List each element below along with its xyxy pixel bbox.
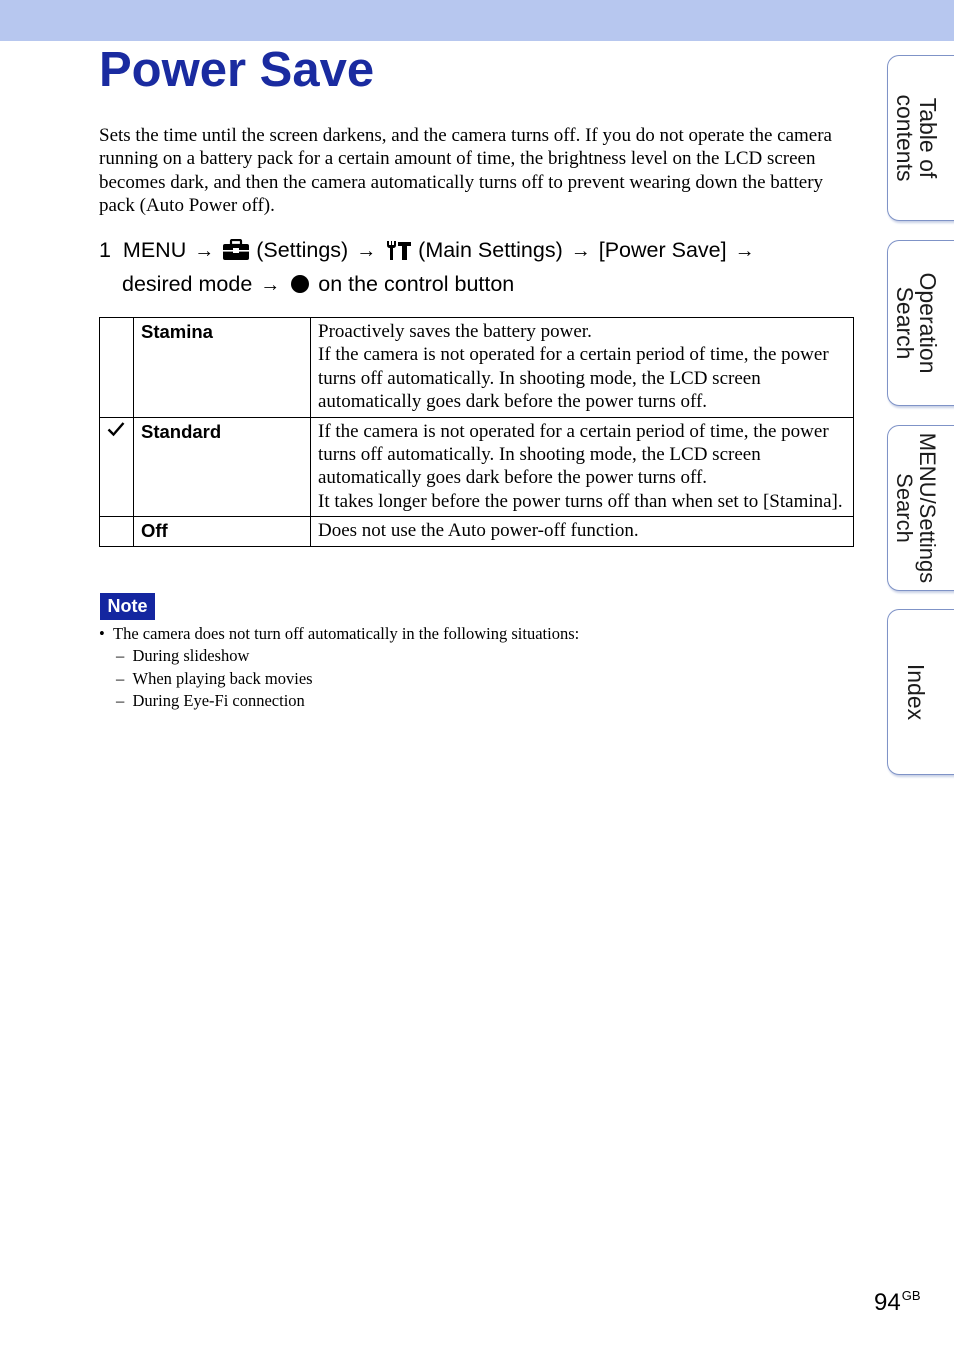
arrow-right-icon: →	[356, 240, 377, 262]
menu-path-step	[99, 235, 859, 300]
default-mark-cell	[100, 318, 134, 418]
note-list	[99, 623, 579, 712]
note-text: The camera does not turn off automatically in the following situations:	[113, 624, 580, 643]
page-suffix: GB	[901, 1288, 921, 1303]
default-mark-cell	[100, 517, 134, 546]
description-line: If the camera is not operated for a certain period of time, the power turns off automatically. In shooting mode, the LCD screen automatically goes dark before the power turns off.	[318, 344, 829, 413]
control-button-label: on the control button	[318, 272, 515, 296]
list-item-text: During Eye-Fi connection	[132, 690, 305, 710]
note-bullet	[99, 623, 579, 645]
tab-label: contents	[892, 94, 918, 182]
toolbox-icon	[222, 239, 250, 269]
note-badge: Note	[100, 593, 155, 620]
list-item-text: During slideshow	[132, 646, 250, 666]
page-number	[874, 1288, 921, 1317]
tab-index[interactable]	[887, 609, 954, 775]
tab-label: Index	[903, 663, 930, 721]
center-button-dot-icon	[291, 275, 309, 293]
table-row	[100, 318, 854, 418]
mode-name: Standard	[134, 417, 311, 517]
mode-name: Off	[134, 517, 311, 546]
arrow-right-icon: →	[260, 274, 281, 296]
wrench-icon	[384, 239, 412, 269]
bullet-mark: •	[99, 624, 105, 643]
mode-description	[311, 417, 854, 517]
main-settings-label: (Main Settings)	[418, 238, 563, 262]
mode-description	[311, 517, 854, 546]
description-line: Proactively saves the battery power.	[318, 321, 592, 342]
settings-label: (Settings)	[256, 238, 349, 262]
tab-label: Search	[892, 286, 918, 360]
description-line: If the camera is not operated for a certain period of time, the power turns off automatically. In shooting mode, the LCD screen automatically goes dark before the power turns off.	[318, 420, 829, 489]
default-mark-cell	[100, 417, 134, 517]
tab-label: Search	[892, 473, 917, 543]
mode-name: Stamina	[134, 318, 311, 418]
dash-mark: –	[116, 646, 125, 666]
power-save-label: [Power Save]	[598, 238, 727, 262]
table-row	[100, 517, 854, 546]
arrow-right-icon: →	[570, 240, 591, 262]
mode-description	[311, 318, 854, 418]
tab-label: Operation	[915, 272, 941, 374]
step-number: 1	[99, 238, 111, 262]
menu-label: MENU	[122, 238, 187, 262]
description-line: Does not use the Auto power-off function.	[318, 520, 639, 542]
description-line: It takes longer before the power turns off than when set to [Stamina].	[318, 490, 843, 512]
power-save-modes-table	[99, 317, 854, 547]
list-item	[99, 668, 579, 690]
tab-label: Table of	[915, 97, 941, 179]
list-item	[99, 690, 579, 712]
page-number-value: 94	[874, 1289, 901, 1316]
header-band	[0, 0, 954, 41]
tab-label: MENU/Settings	[915, 432, 940, 584]
desired-mode-label: desired mode	[122, 272, 253, 296]
dash-mark: –	[116, 690, 125, 710]
arrow-right-icon: →	[734, 240, 755, 262]
list-item	[99, 645, 579, 667]
dash-mark: –	[116, 668, 125, 688]
checkmark-icon	[107, 421, 125, 442]
tab-menu-settings-search[interactable]	[887, 425, 954, 591]
page-title: Power Save	[99, 43, 375, 97]
intro-paragraph: Sets the time until the screen darkens, and the camera turns off. If you do not operate the camera running on a battery pack for a certain amount of time, the brightness level on the LCD screen becomes dark, and then the camera automatically turns off to prevent wearing down the battery pack (Auto Power off).	[99, 125, 832, 216]
arrow-right-icon: →	[194, 240, 215, 262]
list-item-text: When playing back movies	[132, 668, 313, 688]
tab-operation-search[interactable]	[887, 240, 954, 406]
tab-table-of-contents[interactable]	[887, 55, 954, 221]
table-row	[100, 417, 854, 517]
